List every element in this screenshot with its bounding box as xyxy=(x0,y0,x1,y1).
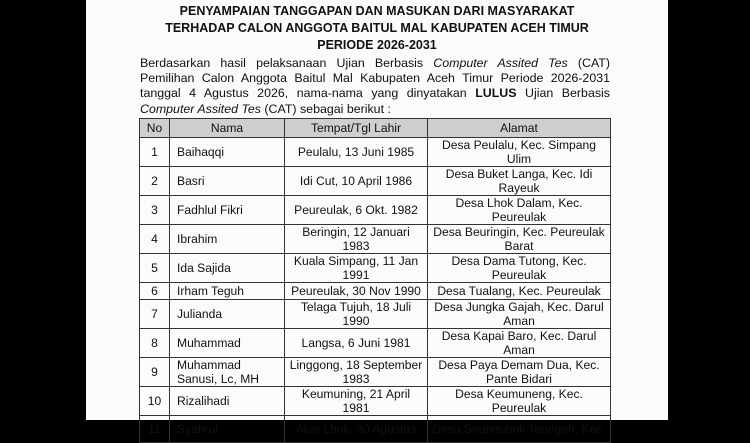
cell-no: 5 xyxy=(140,254,170,283)
cell-nama: Fadhlul Fikri xyxy=(170,196,285,225)
intro-italic-1: Computer Assited Tes xyxy=(433,56,568,70)
cell-alamat: Desa Keumuneng, Kec. Peureulak xyxy=(428,387,611,416)
cell-alamat: Desa Peulalu, Kec. Simpang Ulim xyxy=(428,138,611,167)
table-row xyxy=(140,196,611,225)
cell-ttl: Linggong, 18 September 1983 xyxy=(285,358,428,387)
intro-bold-lulus: LULUS xyxy=(475,86,517,101)
table-row xyxy=(140,225,611,254)
cell-nama: Muhammad xyxy=(170,329,285,358)
heading-line-1: PENYAMPAIAN TANGGAPAN DAN MASUKAN DARI MASYARAKAT xyxy=(179,4,575,18)
header-nama: Nama xyxy=(170,119,285,138)
cell-no: 7 xyxy=(140,300,170,329)
cell-nama: Julianda xyxy=(170,300,285,329)
heading-line-3: PERIODE 2026-2031 xyxy=(317,38,437,52)
cell-nama: Ida Sajida xyxy=(170,254,285,283)
document-heading xyxy=(86,3,668,54)
intro-italic-2: Computer Assited Tes xyxy=(140,101,261,116)
table-row xyxy=(140,138,611,167)
cell-alamat: Desa Beuringin, Kec. Peureulak Barat xyxy=(428,225,611,254)
cell-alamat: Desa Paya Demam Dua, Kec. Pante Bidari xyxy=(428,358,611,387)
cell-no: 4 xyxy=(140,225,170,254)
cell-alamat: Desa Jungka Gajah, Kec. Darul Aman xyxy=(428,300,611,329)
cell-ttl: Alue Lhok, 30 Agustus xyxy=(285,416,428,443)
cell-nama: Muhammad Sanusi, Lc, MH xyxy=(170,358,285,387)
intro-text-2: (CAT) Pemilihan Calon Anggota Baitul Mal Kabupaten Aceh Timur Periode 2026-2031 tanggal 4 Agustus 2026, nama-nama yang dinyatakan xyxy=(140,56,610,101)
table-row xyxy=(140,300,611,329)
intro-paragraph xyxy=(140,56,610,117)
cell-no: 8 xyxy=(140,329,170,358)
cell-no: 9 xyxy=(140,358,170,387)
cell-no: 1 xyxy=(140,138,170,167)
cell-nama: Syahrul xyxy=(170,416,285,443)
heading-line-2: TERHADAP CALON ANGGOTA BAITUL MAL KABUPATEN ACEH TIMUR xyxy=(165,21,589,35)
table-row xyxy=(140,254,611,283)
cell-ttl: Kuala Simpang, 11 Jan 1991 xyxy=(285,254,428,283)
table-row xyxy=(140,358,611,387)
cell-ttl: Beringin, 12 Januari 1983 xyxy=(285,225,428,254)
table-row xyxy=(140,329,611,358)
cell-alamat: Desa Lhok Dalam, Kec. Peureulak xyxy=(428,196,611,225)
cell-alamat: Desa Dama Tutong, Kec. Peureulak xyxy=(428,254,611,283)
cell-alamat: Desa Tualang, Kec. Peureulak xyxy=(428,283,611,300)
candidates-table xyxy=(139,118,611,443)
table-row xyxy=(140,416,611,443)
cell-no: 6 xyxy=(140,283,170,300)
header-no: No xyxy=(140,119,170,138)
cell-ttl: Peulalu, 13 Juni 1985 xyxy=(285,138,428,167)
table-row xyxy=(140,283,611,300)
cell-ttl: Idi Cut, 10 April 1986 xyxy=(285,167,428,196)
cell-nama: Basri xyxy=(170,167,285,196)
table-row xyxy=(140,387,611,416)
cell-alamat: Desa Buket Langa, Kec. Idi Rayeuk xyxy=(428,167,611,196)
cell-no: 2 xyxy=(140,167,170,196)
header-alamat: Alamat xyxy=(428,119,611,138)
cell-ttl: Telaga Tujuh, 18 Juli 1990 xyxy=(285,300,428,329)
intro-text-1: Berdasarkan hasil pelaksanaan Ujian Berbasis xyxy=(140,56,434,70)
cell-no: 10 xyxy=(140,387,170,416)
table-header-row xyxy=(140,119,611,138)
intro-text-3: Ujian Berbasis xyxy=(516,86,610,101)
table-row xyxy=(140,167,611,196)
cell-nama: Baihaqqi xyxy=(170,138,285,167)
cell-ttl: Langsa, 6 Juni 1981 xyxy=(285,329,428,358)
header-tempat-tgl-lahir: Tempat/Tgl Lahir xyxy=(285,119,428,138)
document-page xyxy=(86,0,668,436)
cell-ttl: Peureulak, 30 Nov 1990 xyxy=(285,283,428,300)
cell-alamat: Desa Seuneubok Teungoh, Kec. xyxy=(428,416,611,443)
cell-alamat: Desa Kapai Baro, Kec. Darul Aman xyxy=(428,329,611,358)
cell-nama: Ibrahim xyxy=(170,225,285,254)
cell-nama: Rizalihadi xyxy=(170,387,285,416)
cell-no: 3 xyxy=(140,196,170,225)
cell-nama: Irham Teguh xyxy=(170,283,285,300)
cell-ttl: Peureulak, 6 Okt. 1982 xyxy=(285,196,428,225)
cell-no: 11 xyxy=(140,416,170,443)
intro-text-4: (CAT) sebagai berikut : xyxy=(260,101,391,116)
cell-ttl: Keumuning, 21 April 1981 xyxy=(285,387,428,416)
